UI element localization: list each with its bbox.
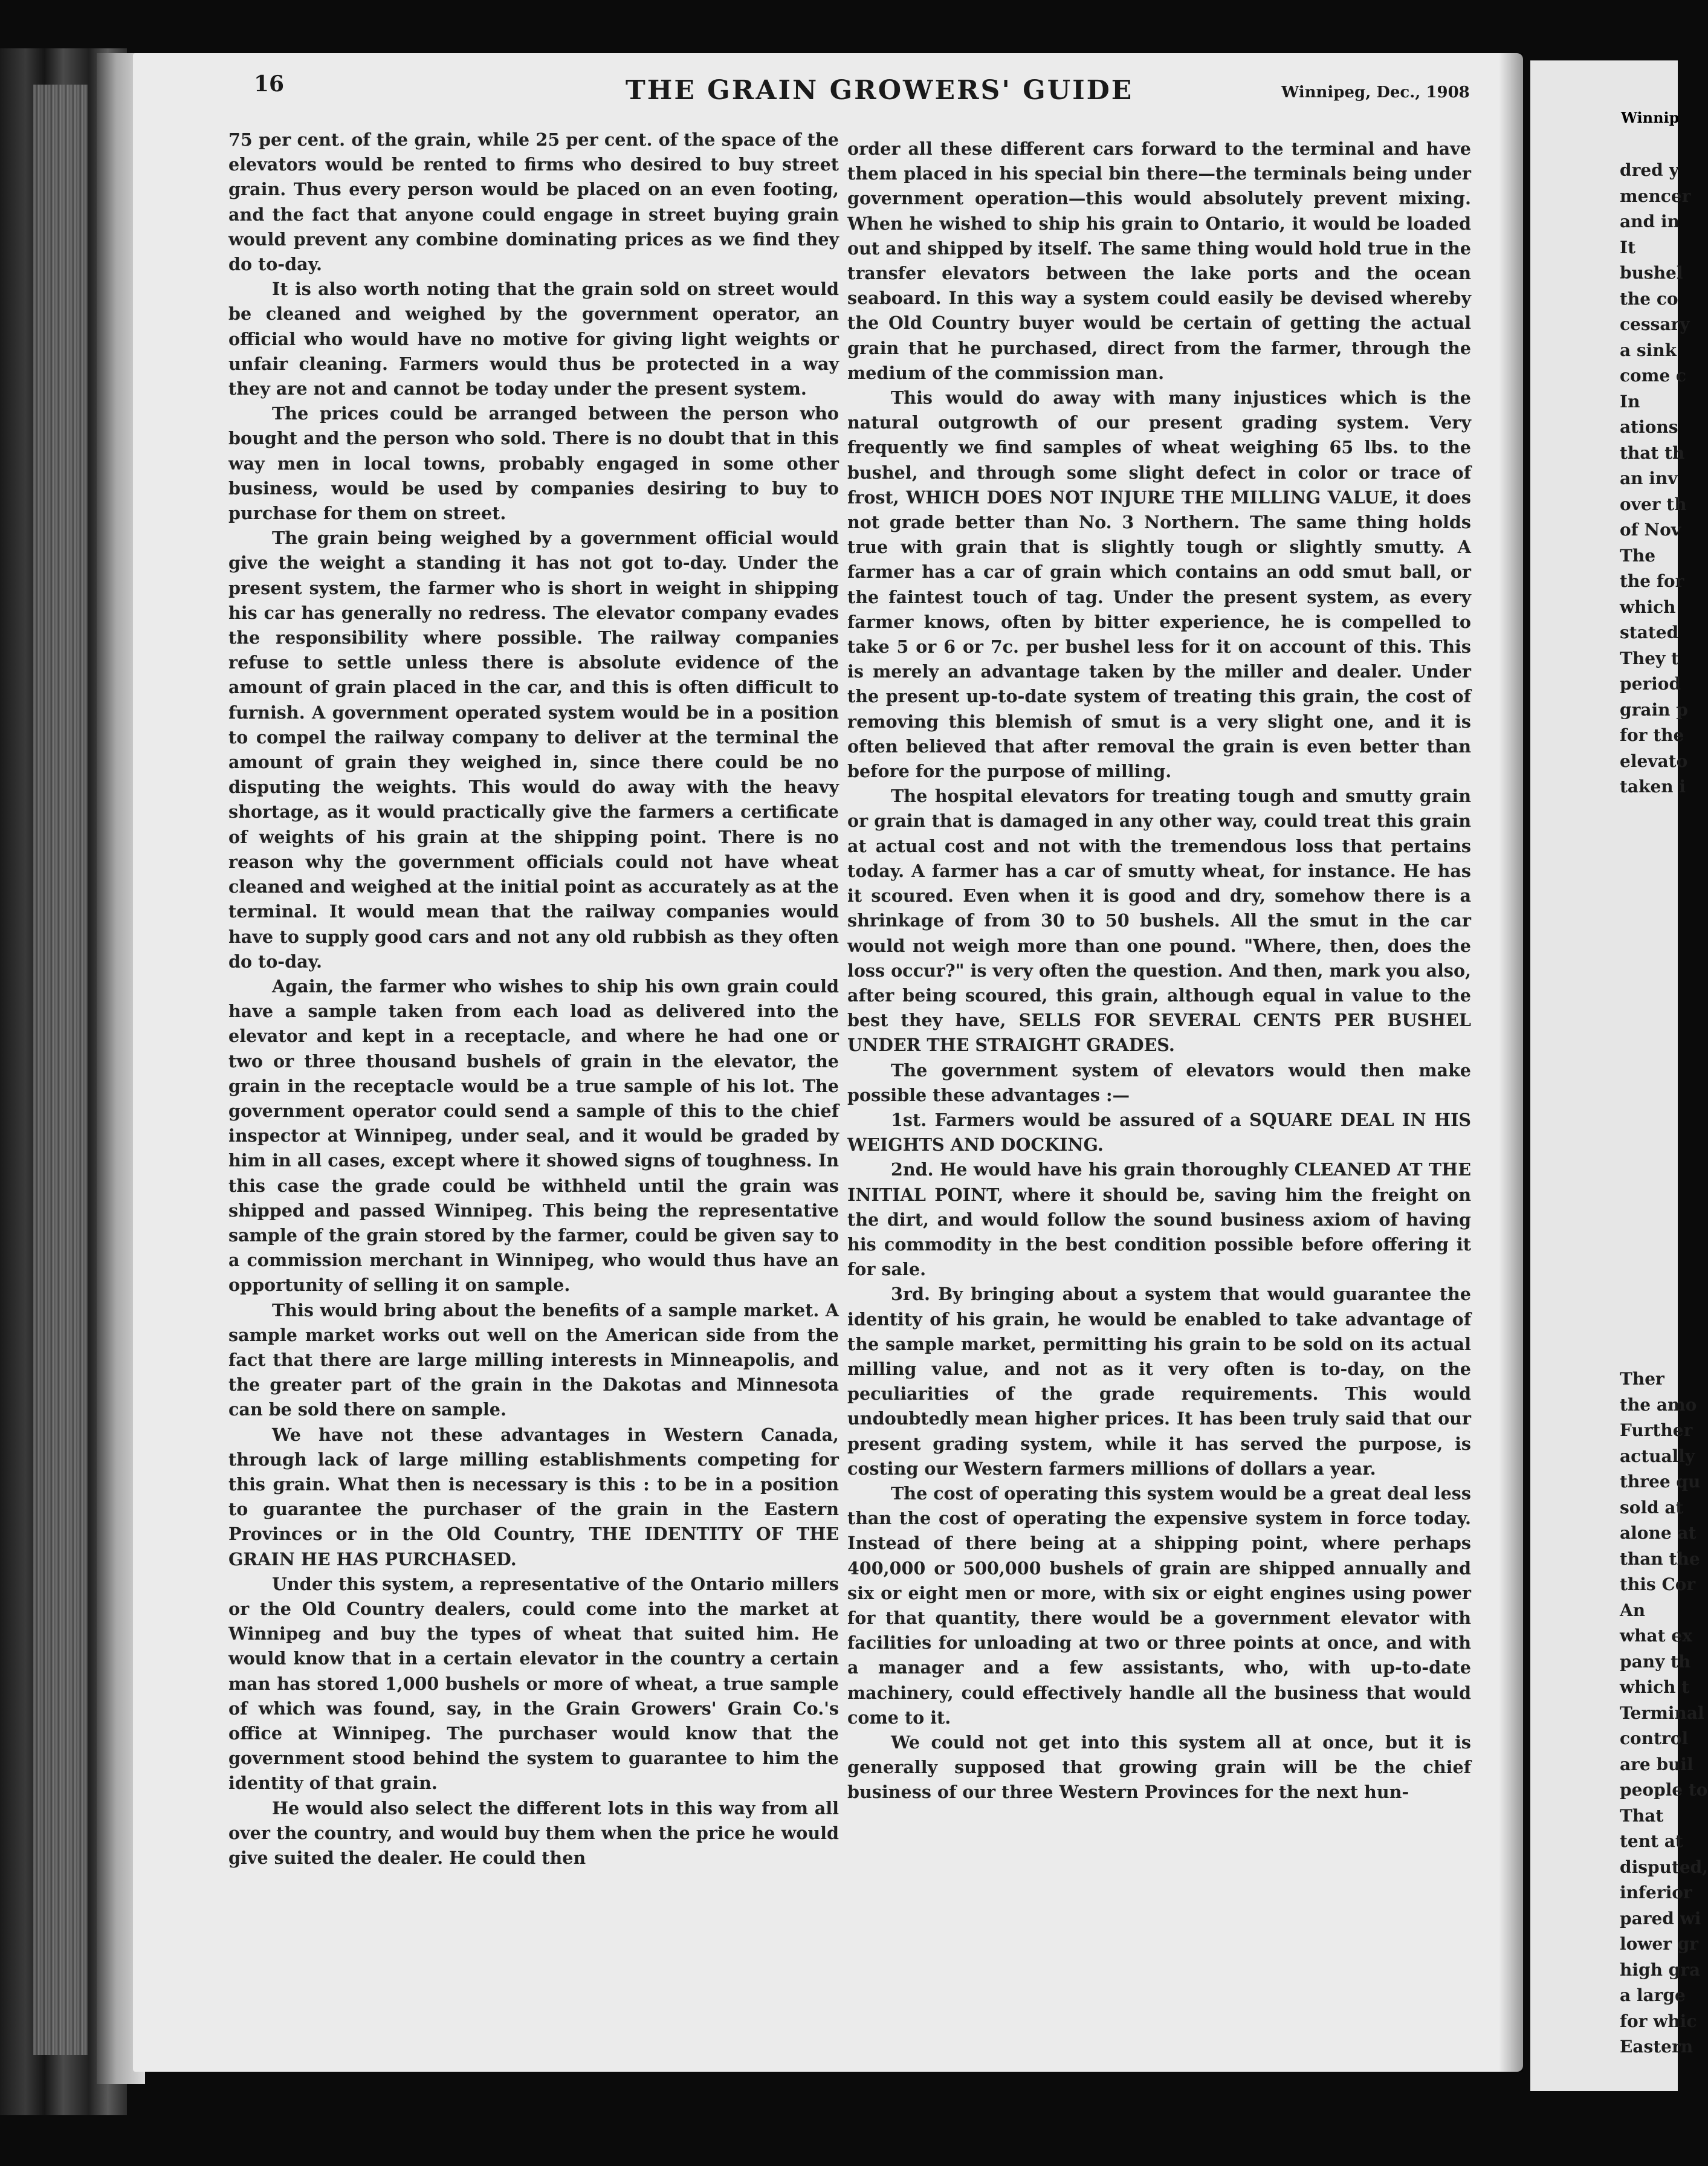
adjacent-page-line: period	[1620, 674, 1681, 694]
adjacent-page-line: pany th	[1620, 1651, 1691, 1672]
paragraph: We have not these advantages in Western Canada, through lack of large milling establishments competing for this grain. What then is necessary is this : to be in a position to guarantee the purchaser of the grain in the Eastern Provinces or in the Old Country, THE IDENTITY OF THE GRAIN HE HAS PURCHASED.	[228, 1424, 839, 1570]
adjacent-page-line: The	[1620, 545, 1656, 566]
adjacent-page-line: control	[1620, 1728, 1689, 1748]
adjacent-page-line: of Nov	[1620, 520, 1681, 540]
adjacent-page-line: An	[1620, 1600, 1646, 1620]
adjacent-page-line: inferior	[1620, 1883, 1692, 1903]
paragraph: The government system of elevators would then make possible these advantages :—	[847, 1059, 1471, 1105]
adjacent-page-line: three qu	[1620, 1472, 1701, 1492]
adjacent-page-line: tent at	[1620, 1831, 1683, 1851]
adjacent-page-line: That	[1620, 1805, 1664, 1826]
issue-date: Winnipeg, Dec., 1908	[1281, 83, 1470, 102]
adjacent-page-line: for whic	[1620, 2011, 1697, 2031]
adjacent-page-line: dred y	[1620, 160, 1679, 180]
paragraph: This would do away with many injustices which is the natural outgrowth of our present grading system. Very frequently we find samples of wheat weighing 65 lbs. to the bushel, and through some slight defect in color or trace of frost, WHICH DOES NOT INJURE THE MILLING VALUE, it does not grade better than No. 3 Northern. The same thing holds true with grain that is slightly tough or slightly smutty. A farmer has a car of grain which contains an odd smut ball, or the faintest touch of tag. Under the present system, as every farmer knows, often by bitter experience, he is compelled to take 5 or 6 or 7c. per bushel less for it on account of this. This is merely an advantage taken by the miller and dealer. Under the present up-to-date system of treating this grain, the cost of removing this blemish of smut is a very slight one, and it is often believed that after removal the grain is even better than before for the purpose of milling.	[847, 387, 1471, 782]
paragraph: order all these different cars forward to the terminal and have them placed in his special bin there—the terminals being under government operation—this would absolutely prevent mixing. When he wished to ship his grain to Ontario, it would be loaded out and shipped by itself. The same thing would hold true in the transfer elevators between the lake ports and the ocean seaboard. In this way a system could easily be devised whereby the Old Country buyer would be certain of getting the actual grain that he purchased, direct from the farmer, through the medium of the commission man.	[847, 138, 1471, 383]
article-column-right	[847, 137, 1471, 1805]
adjacent-page-line: Terminal	[1620, 1702, 1704, 1723]
adjacent-page-line: a large	[1620, 1985, 1686, 2005]
article-column-left	[228, 128, 839, 1870]
adjacent-page-fragment	[1530, 60, 1708, 2091]
adjacent-page-line: sold at	[1620, 1497, 1684, 1518]
adjacent-page-line: Further	[1620, 1420, 1693, 1440]
adjacent-page-line: actually	[1620, 1446, 1695, 1466]
adjacent-page-line: taken i	[1620, 777, 1686, 797]
adjacent-page-line: mencer	[1620, 186, 1691, 206]
adjacent-page-line: are buil	[1620, 1754, 1693, 1774]
adjacent-page-header: Winnip	[1621, 109, 1680, 126]
adjacent-page-line: and in	[1620, 212, 1680, 231]
adjacent-page-line: which t	[1620, 1677, 1690, 1697]
adjacent-page-line: ations	[1620, 417, 1678, 437]
paragraph: 2nd. He would have his grain thoroughly CLEANED AT THE INITIAL POINT, where it should be, saving him the freight on the dirt, and would follow the sound business axiom of having his commodity in the best condition possible before offering it for sale.	[847, 1159, 1471, 1280]
paragraph: It is also worth noting that the grain sold on street would be cleaned and weighed by the government operator, an official who would have no motive for giving light weights or unfair cleaning. Farmers would thus be protected in a way they are not and cannot be today under the present system.	[228, 279, 839, 399]
paragraph: Under this system, a representative of the Ontario millers or the Old Country dealers, could come into the market at Winnipeg and buy the types of wheat that suited him. He would know that in a certain elevator in the country a certain man has stored 1,000 bushels or more of wheat, a true sample of which was found, say, in the Grain Growers' Grain Co.'s office at Winnipeg. The purchaser would know that the government stood behind the system to guarantee to him the identity of that grain.	[228, 1573, 839, 1794]
binding-spine-texture	[33, 85, 88, 2055]
adjacent-page-line: what ex	[1620, 1626, 1692, 1646]
adjacent-page-line: than the	[1620, 1548, 1700, 1569]
page-number: 16	[254, 71, 285, 97]
adjacent-page-line: pared wi	[1620, 1908, 1701, 1928]
adjacent-page-line: It	[1620, 237, 1636, 257]
paragraph: This would bring about the benefits of a sample market. A sample market works out well on the American side from the fact that there are large milling interests in Minneapolis, and the greater part of the grain in the Dakotas and Minnesota can be sold there on sample.	[228, 1299, 839, 1420]
adjacent-page-line: a sink	[1620, 340, 1677, 360]
adjacent-page-line: this Cor	[1620, 1574, 1696, 1594]
adjacent-page-line: the amo	[1620, 1394, 1697, 1415]
adjacent-page-line: Eastern	[1620, 2037, 1693, 2057]
paragraph: 75 per cent. of the grain, while 25 per cent. of the space of the elevators would be rented to firms who desired to buy street grain. Thus every person would be placed on an even footing, and the fact that anyone could engage in street buying grain would prevent any combine dominating prices as we find they do to-day.	[228, 129, 839, 275]
adjacent-page-line: high gra	[1620, 1959, 1701, 1980]
adjacent-page-line: alone at	[1620, 1523, 1697, 1543]
adjacent-page-line: They t	[1620, 648, 1679, 668]
page-gutter-shadow	[1499, 53, 1523, 2072]
adjacent-page-line: an inv	[1620, 468, 1678, 488]
adjacent-page-line: stated	[1620, 622, 1679, 642]
paragraph: The prices could be arranged between the person who bought and the person who sold. There is no doubt that in this way men in local towns, probably engaged in some other business, would be used by companies desiring to buy to purchase for them on street.	[228, 403, 839, 524]
adjacent-page-line: come c	[1620, 366, 1686, 386]
adjacent-page-line: elevato	[1620, 751, 1688, 771]
adjacent-page-line: bushel	[1620, 263, 1683, 283]
adjacent-page-line: In	[1620, 391, 1640, 412]
adjacent-page-line: people to	[1620, 1780, 1708, 1800]
paragraph: We could not get into this system all at once, but it is generally supposed that growing grain will be the chief business of our three Western Provinces for the next hun-	[847, 1732, 1471, 1803]
paragraph: The grain being weighed by a government official would give the weight a standing it has not got to-day. Under the present system, the farmer who is short in weight in shipping his car has generally no redress. The elevator company evades the responsibility where possible. The railway companies refuse to settle unless there is absolute evidence of the amount of grain placed in the car, and this is often difficult to furnish. A government operated system would be in a position to compel the railway company to deliver at the terminal the amount of grain they weighed in, since there could be no disputing the weights. This would do away with the heavy shortage, as it would practically give the farmers a certificate of weights of his grain at the shipping point. There is no reason why the government officials could not have wheat cleaned and weighed at the initial point as accurately as at the terminal. It would mean that the railway companies would have to supply good cars and not any old rubbish as they often do to-day.	[228, 528, 839, 972]
adjacent-page-line: that th	[1620, 442, 1685, 463]
adjacent-page-line: the co	[1620, 288, 1678, 309]
paragraph: 1st. Farmers would be assured of a SQUARE DEAL IN HIS WEIGHTS AND DOCKING.	[847, 1109, 1471, 1156]
adjacent-page-line: which	[1620, 596, 1676, 617]
paragraph: He would also select the different lots in this way from all over the country, and would buy them when the price he would give suited the dealer. He could then	[228, 1797, 839, 1869]
paragraph: Again, the farmer who wishes to ship his own grain could have a sample taken from each load as delivered into the elevator and kept in a receptacle, and where he had one or two or three thousand bushels of grain in the elevator, the grain in the receptacle would be a true sample of his lot. The government operator could send a sample of this to the chief inspector at Winnipeg, under seal, and it would be graded by him in all cases, except where it showed signs of toughness. In this case the grade could be withheld until the grain was shipped and passed Winnipeg. This being the representative sample of the grain stored by the farmer, could be given say to a commission merchant in Winnipeg, who would thus have an opportunity of selling it on sample.	[228, 975, 839, 1296]
adjacent-page-line: cessary	[1620, 314, 1690, 334]
adjacent-page-line: Ther	[1620, 1369, 1664, 1389]
adjacent-page-line: over th	[1620, 494, 1687, 514]
adjacent-page-line: grain p	[1620, 699, 1688, 720]
adjacent-page-line: for the	[1620, 725, 1684, 745]
newspaper-page	[133, 53, 1523, 2072]
adjacent-page-line: disputed,	[1620, 1857, 1708, 1877]
publication-title: THE GRAIN GROWERS' GUIDE	[626, 75, 1134, 106]
paragraph: 3rd. By bringing about a system that would guarantee the identity of his grain, he would be enabled to take advantage of the sample market, permitting his grain to be sold on its actual milling value, and not as it very often is to-day, on the peculiarities of the grade requirements. This would undoubtedly mean higher prices. It has been truly said that our present grading system, while it has served the purpose, is costing our Western farmers millions of dollars a year.	[847, 1284, 1471, 1479]
paragraph: The hospital elevators for treating tough and smutty grain or grain that is damaged in any other way, could treat this grain at actual cost and not with the tremendous loss that pertains today. A farmer has a car of smutty wheat, for instance. He has it scoured. Even when it is good and dry, somehow there is a shrinkage of from 30 to 50 bushels. All the smut in the car would not weigh more than one pound. "Where, then, does the loss occur?" is very often the question. And then, mark you also, after being scoured, this grain, although equal in value to the best they have, SELLS FOR SEVERAL CENTS PER BUSHEL UNDER THE STRAIGHT GRADES.	[847, 786, 1471, 1056]
adjacent-page-line: lower gr	[1620, 1934, 1699, 1954]
adjacent-page-line: the for	[1620, 571, 1684, 591]
paragraph: The cost of operating this system would be a great deal less than the cost of operating the expensive system in force today. Instead of there being at a shipping point, where perhaps 400,000 or 500,000 bushels of grain are shipped annually and six or eight men or more, with six or eight engines using power for that quantity, there would be a government elevator with facilities for unloading at two or three points at once, and with a manager and a few assistants, who, with up-to-date machinery, could effectively handle all the business that would come to it.	[847, 1482, 1471, 1728]
